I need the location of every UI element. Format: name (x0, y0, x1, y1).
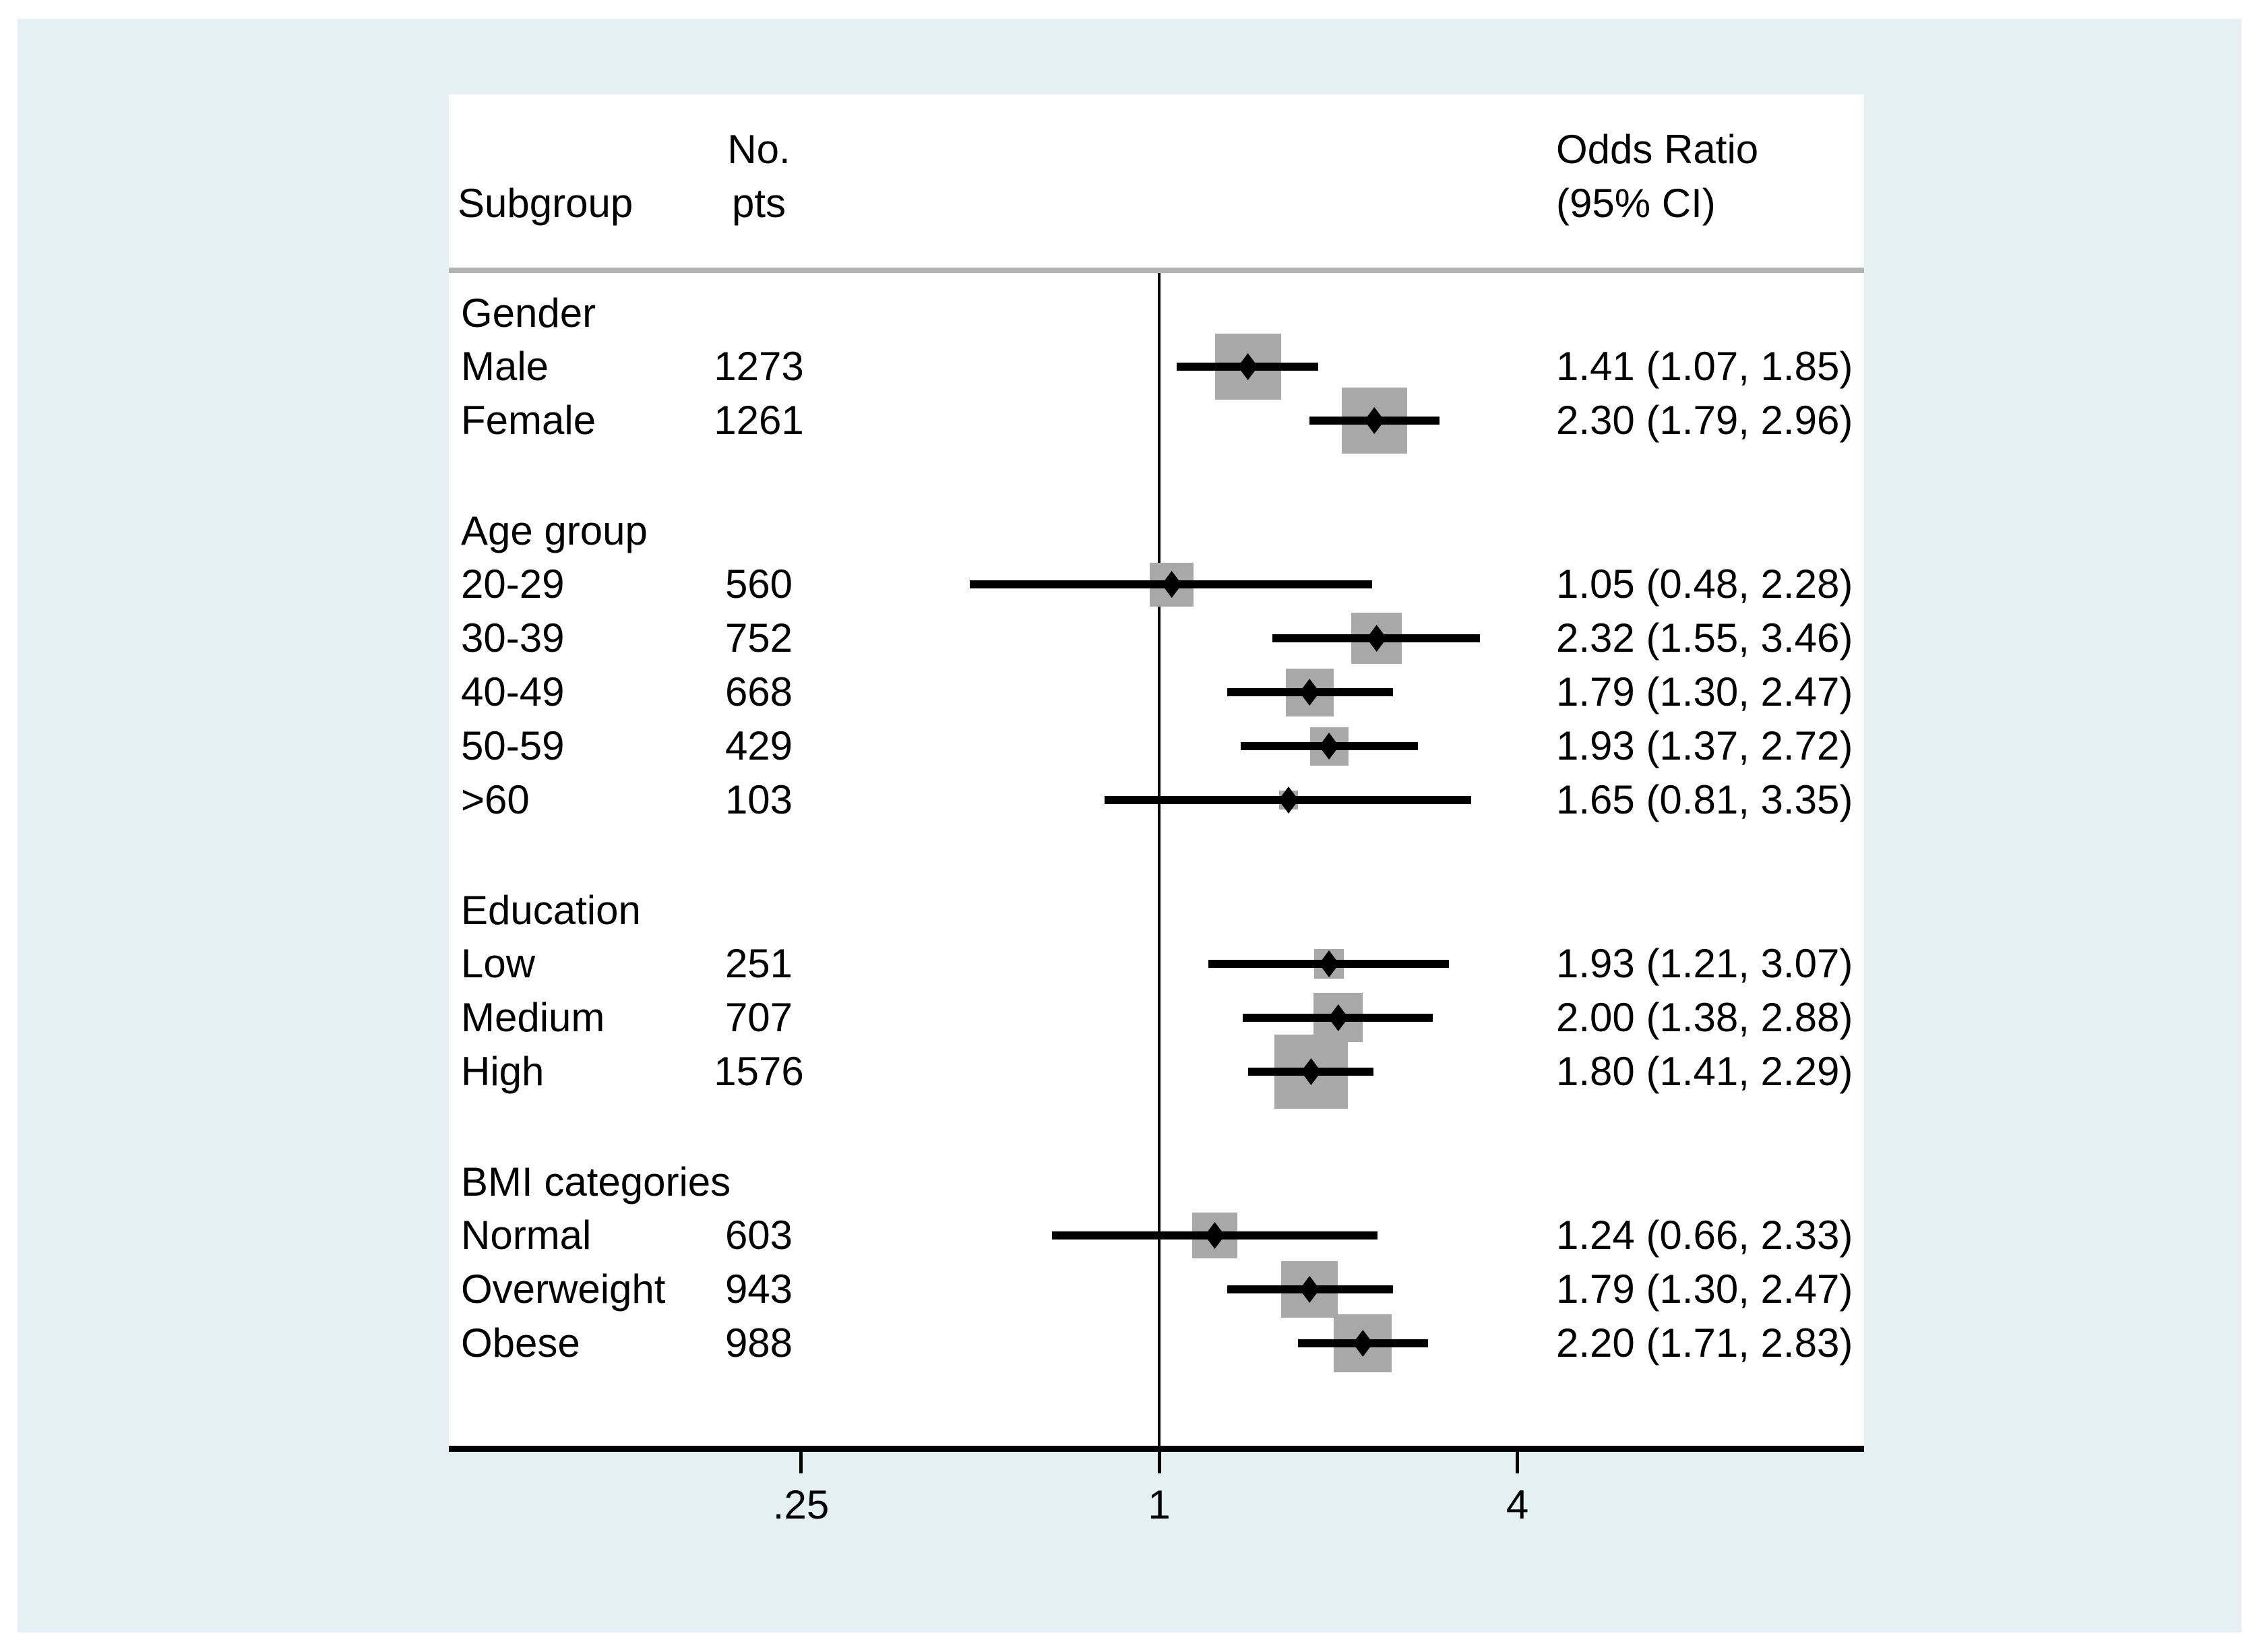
header-separator-line (449, 268, 1864, 273)
row-label: Obese (461, 1320, 580, 1366)
row-or-ci-text: 1.79 (1.30, 2.47) (1556, 1266, 1853, 1312)
row-or-ci-text: 1.79 (1.30, 2.47) (1556, 669, 1853, 714)
column-header-n-line1: No. (727, 127, 791, 172)
column-header-or-line2: (95% CI) (1556, 181, 1716, 226)
row-or-ci-text: 1.80 (1.41, 2.29) (1556, 1049, 1853, 1094)
row-or-ci-text: 2.20 (1.71, 2.83) (1556, 1320, 1853, 1366)
row-n-pts: 707 (724, 995, 793, 1040)
row-n-pts: 752 (724, 615, 793, 661)
row-label: 30-39 (461, 615, 565, 661)
x-tick-label: 4 (1506, 1482, 1529, 1527)
row-or-ci-text: 2.32 (1.55, 3.46) (1556, 615, 1853, 661)
row-or-ci-text: 1.93 (1.21, 3.07) (1556, 941, 1853, 986)
row-label: Low (461, 941, 536, 986)
row-label: >60 (461, 777, 530, 822)
row-n-pts: 1576 (714, 1049, 804, 1094)
x-tick-label: 1 (1148, 1482, 1171, 1527)
group-header: BMI categories (461, 1159, 731, 1204)
row-label: Overweight (461, 1266, 666, 1312)
row-n-pts: 429 (724, 723, 793, 768)
graph-panel (18, 19, 2241, 1632)
row-or-ci-text: 1.05 (0.48, 2.28) (1556, 561, 1853, 607)
row-or-ci-text: 1.24 (0.66, 2.33) (1556, 1213, 1853, 1258)
row-label: Male (461, 344, 549, 389)
column-header-subgroup: Subgroup (458, 181, 633, 226)
row-n-pts: 1273 (714, 344, 804, 389)
column-header-or-line1: Odds Ratio (1556, 127, 1759, 172)
row-label: 50-59 (461, 723, 565, 768)
row-or-ci-text: 2.30 (1.79, 2.96) (1556, 398, 1853, 443)
row-label: Medium (461, 995, 605, 1040)
row-n-pts: 560 (724, 561, 793, 607)
row-n-pts: 251 (724, 941, 793, 986)
x-tick-mark (1516, 1452, 1519, 1473)
reference-line-or-1 (1158, 273, 1161, 1446)
group-header: Education (461, 888, 641, 933)
row-or-ci-text: 1.65 (0.81, 3.35) (1556, 777, 1853, 822)
group-header: Age group (461, 508, 648, 553)
row-n-pts: 1261 (714, 398, 804, 443)
row-n-pts: 943 (724, 1266, 793, 1312)
row-label: 40-49 (461, 669, 565, 714)
column-header-n-line2: pts (731, 181, 786, 226)
row-label: Female (461, 398, 596, 443)
x-tick-label: .25 (772, 1482, 830, 1527)
row-label: 20-29 (461, 561, 565, 607)
x-tick-mark (799, 1452, 803, 1473)
row-label: Normal (461, 1213, 592, 1258)
row-n-pts: 603 (724, 1213, 793, 1258)
row-label: High (461, 1049, 545, 1094)
row-n-pts: 668 (724, 669, 793, 714)
x-axis-line (449, 1446, 1864, 1452)
row-n-pts: 988 (724, 1320, 793, 1366)
row-or-ci-text: 1.93 (1.37, 2.72) (1556, 723, 1853, 768)
row-n-pts: 103 (724, 777, 793, 822)
row-or-ci-text: 1.41 (1.07, 1.85) (1556, 344, 1853, 389)
x-tick-mark (1158, 1452, 1161, 1473)
row-or-ci-text: 2.00 (1.38, 2.88) (1556, 995, 1853, 1040)
group-header: Gender (461, 290, 596, 336)
